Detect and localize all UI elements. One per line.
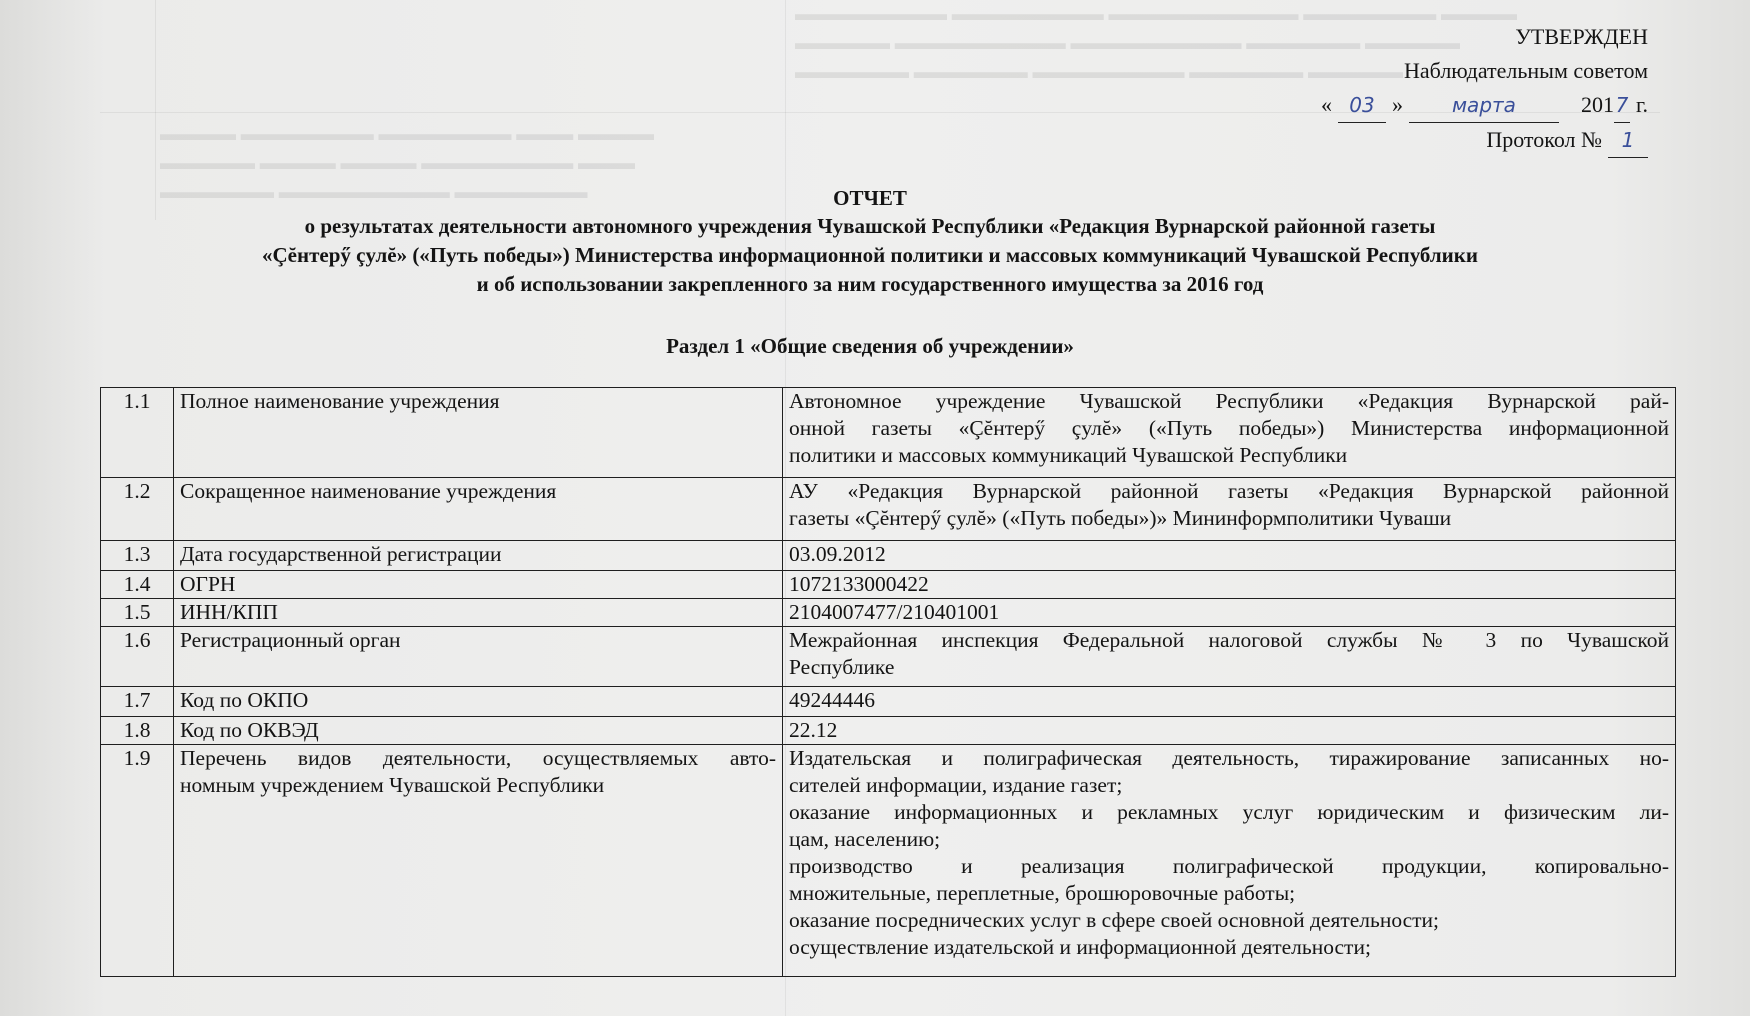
- row-label-line: ОГРН: [180, 572, 236, 596]
- row-value-line: Межрайонная инспекция Федеральной налоговой службы № 3 по Чувашской: [789, 628, 1669, 652]
- row-number: 1.5: [101, 599, 174, 627]
- row-label: [174, 717, 783, 745]
- date-month-handwritten: марта: [1409, 88, 1559, 123]
- date-year-suffix: г.: [1635, 92, 1648, 117]
- row-label: [174, 388, 783, 478]
- approval-block: [1248, 20, 1648, 158]
- row-value-line: 03.09.2012: [789, 542, 886, 566]
- row-number: 1.8: [101, 717, 174, 745]
- row-number: 1.4: [101, 571, 174, 599]
- row-label-line: Сокращенное наименование учреждения: [180, 479, 557, 503]
- approval-date: [1248, 88, 1648, 123]
- row-value: [783, 388, 1676, 478]
- general-info-table: [100, 387, 1676, 977]
- row-value: [783, 627, 1676, 687]
- row-value: [783, 745, 1676, 977]
- row-value: [783, 571, 1676, 599]
- section-title: Раздел 1 «Общие сведения об учреждении»: [666, 334, 1074, 358]
- row-label-line: Полное наименование учреждения: [180, 389, 500, 413]
- row-value-line: Автономное учреждение Чувашской Республики «Редакция Вурнарской рай-: [789, 389, 1669, 413]
- row-label-line: ИНН/КПП: [180, 600, 278, 624]
- table-row: [101, 599, 1676, 627]
- show-through-text: ▬▬▬▬ ▬▬▬▬▬▬▬ ▬▬▬▬▬▬▬ ▬▬▬ ▬▬▬▬ ▬▬▬▬▬ ▬▬▬▬ ▬▬▬▬ ▬▬▬▬▬▬▬▬ ▬▬▬ ▬▬▬▬▬▬ ▬▬▬▬▬▬▬▬▬ ▬▬▬▬▬▬▬: [160, 124, 654, 203]
- row-value-line: 22.12: [789, 718, 838, 742]
- show-through-text: ▬▬▬▬▬▬▬▬ ▬▬▬▬▬▬▬▬ ▬▬▬▬▬▬▬▬▬▬ ▬▬▬▬▬▬▬ ▬▬▬▬ ▬▬▬▬▬ ▬▬▬▬▬▬▬▬▬ ▬▬▬▬▬▬▬▬▬ ▬▬▬▬▬▬ ▬▬▬▬▬ ▬▬▬▬▬▬ ▬▬▬▬▬▬ ▬▬▬▬▬▬▬▬ ▬▬▬▬▬▬ ▬▬▬▬▬: [795, 4, 1517, 83]
- table-row: [101, 571, 1676, 599]
- row-label: [174, 745, 783, 977]
- row-number: 1.3: [101, 541, 174, 571]
- row-number: 1.9: [101, 745, 174, 977]
- table-row: [101, 717, 1676, 745]
- row-value-line: осуществление издательской и информационной деятельности;: [789, 935, 1371, 959]
- row-label-line: Дата государственной регистрации: [180, 542, 502, 566]
- row-label: [174, 627, 783, 687]
- report-subtitle-line: и об использовании закрепленного за ним государственного имущества за 2016 год: [476, 272, 1264, 296]
- row-value-line: множительные, переплетные, брошюровочные работы;: [789, 881, 1296, 905]
- row-value-line: АУ «Редакция Вурнарской районной газеты «Редакция Вурнарской районной: [789, 479, 1669, 503]
- row-label: [174, 599, 783, 627]
- row-value-line: цам, населению;: [789, 827, 941, 851]
- row-label: [174, 571, 783, 599]
- approval-protocol: [1248, 123, 1648, 158]
- date-open-quote: «: [1320, 92, 1332, 117]
- table-row: [101, 478, 1676, 541]
- report-subtitle-line: «Çĕнтерӳ çулĕ» («Путь победы») Министерства информационной политики и массовых коммуникаций Чувашской Республики: [262, 243, 1478, 267]
- table-row: [101, 687, 1676, 717]
- date-year-prefix: 201: [1580, 92, 1614, 117]
- protocol-number-handwritten: 1: [1608, 123, 1648, 158]
- row-value: [783, 478, 1676, 541]
- report-subtitle: [90, 212, 1650, 299]
- row-value-line: 1072133000422: [789, 572, 929, 596]
- table-row: [101, 745, 1676, 977]
- row-value-line: газеты «Çĕнтерӳ çулĕ» («Путь победы»)» Мининформполитики Чуваши: [789, 506, 1452, 530]
- row-label-line: номным учреждением Чувашской Республики: [180, 773, 605, 797]
- row-label-line: Код по ОКВЭД: [180, 718, 319, 742]
- row-value-line: 2104007477/210401001: [789, 600, 1000, 624]
- row-label-line: Код по ОКПО: [180, 688, 309, 712]
- table-row: [101, 388, 1676, 478]
- row-value-line: 49244446: [789, 688, 875, 712]
- report-title: ОТЧЕТ: [833, 186, 907, 210]
- row-label: [174, 687, 783, 717]
- date-day-handwritten: 03: [1338, 88, 1386, 123]
- row-value-line: сителей информации, издание газет;: [789, 773, 1123, 797]
- row-value-line: Республике: [789, 655, 895, 679]
- row-value-line: Издательская и полиграфическая деятельность, тиражирование записанных но-: [789, 746, 1669, 770]
- row-value-line: оказание посреднических услуг в сфере своей основной деятельности;: [789, 908, 1440, 932]
- protocol-label: Протокол №: [1486, 127, 1602, 152]
- row-label-line: Регистрационный орган: [180, 628, 401, 652]
- report-subtitle-line: о результатах деятельности автономного учреждения Чувашской Республики «Редакция Вурнарской районной газеты: [304, 214, 1436, 238]
- row-label: [174, 541, 783, 571]
- row-label: [174, 478, 783, 541]
- row-number: 1.2: [101, 478, 174, 541]
- row-value: [783, 599, 1676, 627]
- row-label-line: Перечень видов деятельности, осуществляемых авто-: [180, 746, 776, 770]
- approval-authority: Наблюдательным советом: [1404, 58, 1648, 83]
- table-row: [101, 627, 1676, 687]
- row-value-line: онной газеты «Çĕнтерӳ çулĕ» («Путь победы») Министерства информационной: [789, 416, 1669, 440]
- row-value-line: оказание информационных и рекламных услуг юридическим и физическим ли-: [789, 800, 1669, 824]
- row-value: [783, 687, 1676, 717]
- row-value: [783, 541, 1676, 571]
- date-year-digit-handwritten: 7: [1614, 88, 1630, 123]
- row-value-line: производство и реализация полиграфической продукции, копировально-: [789, 854, 1669, 878]
- row-number: 1.7: [101, 687, 174, 717]
- row-value: [783, 717, 1676, 745]
- row-number: 1.6: [101, 627, 174, 687]
- table-row: [101, 541, 1676, 571]
- row-value-line: политики и массовых коммуникаций Чувашской Республики: [789, 443, 1348, 467]
- date-close-quote: »: [1391, 92, 1403, 117]
- approval-status: УТВЕРЖДЕН: [1515, 24, 1648, 49]
- row-number: 1.1: [101, 388, 174, 478]
